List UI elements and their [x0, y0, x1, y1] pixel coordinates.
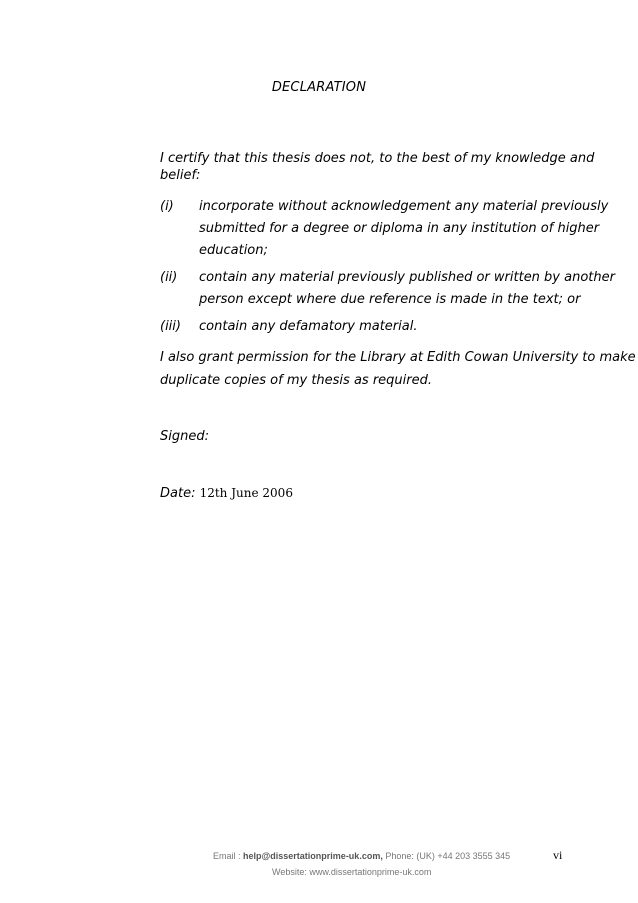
- page-title: DECLARATION: [271, 80, 367, 95]
- list-text: contain any defamatory material.: [199, 319, 418, 334]
- date-label: Date:: [160, 486, 196, 501]
- date-value: 12th June 2006: [199, 486, 293, 500]
- date-line: [160, 485, 632, 502]
- list-marker: (iii): [160, 319, 181, 334]
- footer-email-link[interactable]: help@dissertationprime-uk.com,: [243, 851, 383, 861]
- list-text: contain any material previously published or written by another person except where due reference is made in the text; or: [199, 270, 615, 307]
- signed-label: Signed:: [160, 429, 209, 444]
- list-text: incorporate without acknowledgement any material previously submitted for a degree or diploma in any institution of higher education;: [199, 199, 609, 258]
- list-marker: (ii): [160, 270, 178, 285]
- footer-contact-line: [213, 848, 510, 864]
- footer-email-label: Email :: [213, 851, 244, 861]
- list-marker: (i): [160, 199, 174, 214]
- intro-paragraph: I certify that this thesis does not, to the best of my knowledge and belief:: [160, 151, 595, 183]
- page-number: vi: [553, 848, 563, 862]
- footer-website[interactable]: Website: www.dissertationprime-uk.com: [272, 867, 432, 877]
- permission-paragraph: I also grant permission for the Library at Edith Cowan University to make duplicate copies of my thesis as required.: [160, 350, 636, 388]
- footer-phone: Phone: (UK) +44 203 3555 345: [382, 851, 511, 861]
